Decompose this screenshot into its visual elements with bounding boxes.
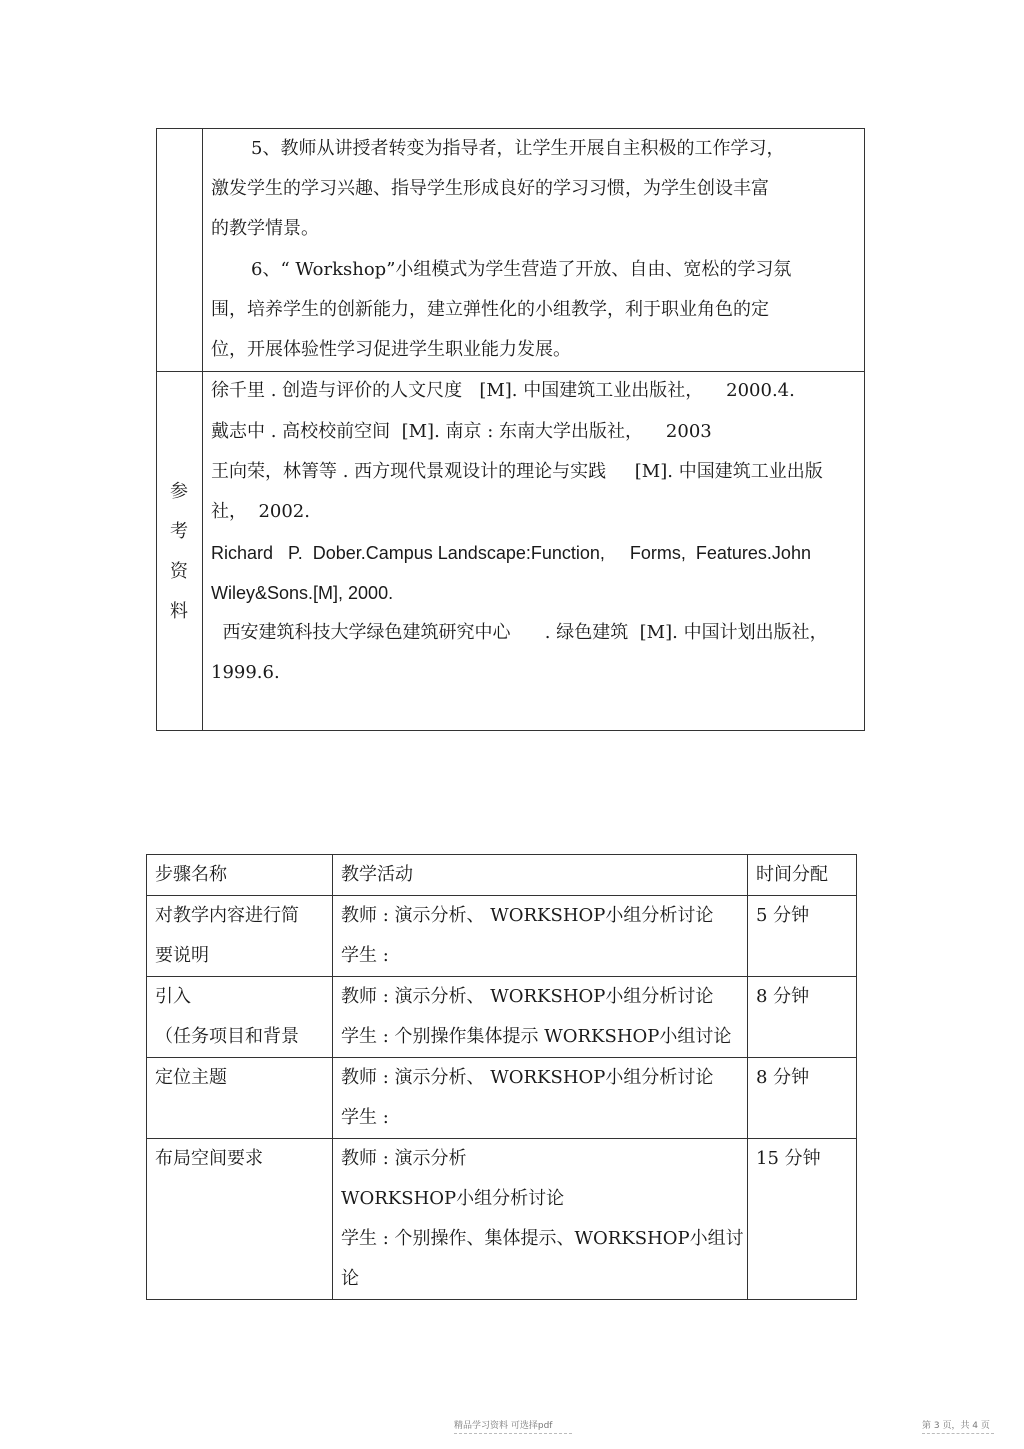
header-time: 时间分配 (748, 855, 857, 896)
reference-line: 戴志中 . 高校校前空间 [M]. 南京 : 东南大学出版社， 2003 (211, 421, 712, 442)
step-cell: 引入 （任务项目和背景 (147, 977, 333, 1058)
reference-label-char: 参 (170, 481, 188, 502)
table-header-row (147, 855, 857, 896)
footer-divider (454, 1433, 572, 1434)
footer-watermark-text: 精品学习资料 可选择pdf (454, 1421, 553, 1431)
reference-line: Wiley&Sons.[M], 2000. (211, 583, 394, 603)
table-row (147, 1058, 857, 1139)
step-cell: 对教学内容进行简 要说明 (147, 896, 333, 977)
reference-line: 社， 2002. (211, 501, 310, 522)
content-line: 的教学情景。 (211, 218, 319, 239)
reference-label-char: 考 (170, 521, 188, 542)
table-row (147, 1139, 857, 1300)
activity-cell: 教师 : 演示分析 WORKSHOP小组分析讨论 学生 : 个别操作、集体提示、WORKSHOP小组讨 论 (333, 1139, 748, 1300)
time-cell: 8 分钟 (748, 1058, 857, 1139)
content-line: 激发学生的学习兴趣、指导学生形成良好的学习习惯，为学生创设丰富 (211, 178, 769, 199)
reference-label-char: 资 (170, 561, 188, 582)
content-line: 5、教师从讲授者转变为指导者，让学生开展自主积极的工作学习， (251, 138, 785, 159)
content-line: 6、“ Workshop”小组模式为学生营造了开放、自由、宽松的学习氛 (251, 259, 792, 280)
reference-line: 西安建筑科技大学绿色建筑研究中心 . 绿色建筑 [M]. 中国计划出版社， (211, 622, 828, 643)
reference-line: 徐千里 . 创造与评价的人文尺度 [M]. 中国建筑工业出版社， 2000.4. (211, 380, 795, 401)
reference-line: 王向荣，林箐等 . 西方现代景观设计的理论与实践 [M]. 中国建筑工业出版 (211, 461, 823, 482)
column-divider (202, 129, 203, 730)
time-cell: 15 分钟 (748, 1139, 857, 1300)
row-divider (157, 371, 864, 372)
steps-table (146, 854, 857, 1300)
content-line: 位，开展体验性学习促进学生职业能力发展。 (211, 339, 571, 360)
reference-line: 1999.6. (211, 662, 280, 683)
table-row (147, 977, 857, 1058)
content-line: 围，培养学生的创新能力，建立弹性化的小组教学，利于职业角色的定 (211, 299, 769, 320)
activity-cell: 教师 : 演示分析、 WORKSHOP小组分析讨论 学生 : (333, 1058, 748, 1139)
activity-cell: 教师 : 演示分析、 WORKSHOP小组分析讨论 学生 : (333, 896, 748, 977)
time-cell: 8 分钟 (748, 977, 857, 1058)
header-activity: 教学活动 (333, 855, 748, 896)
activity-cell: 教师 : 演示分析、 WORKSHOP小组分析讨论 学生 : 个别操作集体提示 WORKSHOP小组讨论 (333, 977, 748, 1058)
reference-label-char: 料 (170, 601, 188, 622)
footer-divider (922, 1433, 994, 1434)
header-step: 步骤名称 (147, 855, 333, 896)
upper-table (156, 128, 865, 731)
reference-line: Richard P. Dober.Campus Landscape:Function, Forms, Features.John (211, 543, 811, 563)
step-cell: 布局空间要求 (147, 1139, 333, 1300)
step-cell: 定位主题 (147, 1058, 333, 1139)
page-number: 第 3 页，共 4 页 (922, 1421, 990, 1431)
time-cell: 5 分钟 (748, 896, 857, 977)
table-row (147, 896, 857, 977)
